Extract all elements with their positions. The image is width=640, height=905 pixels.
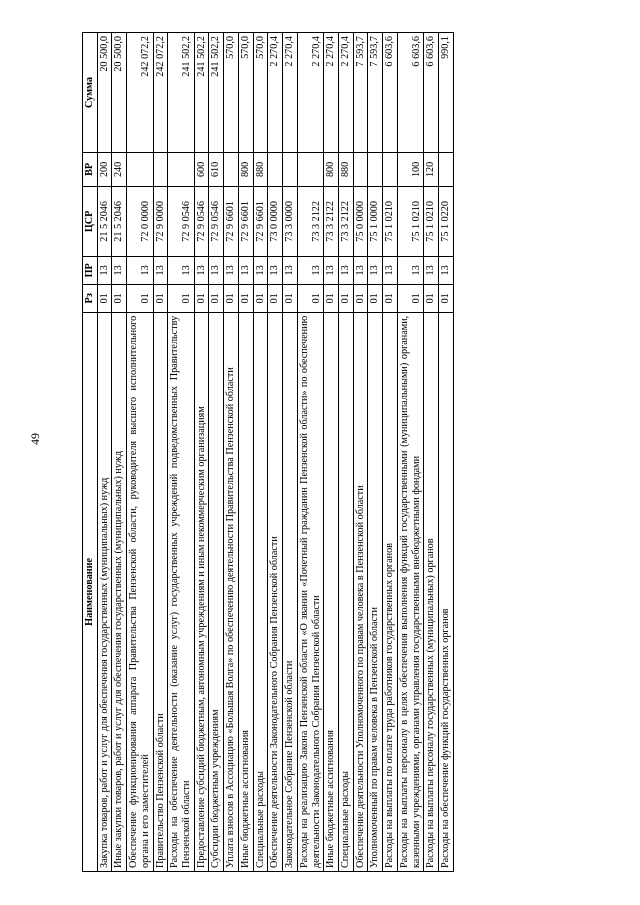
- row-rz: 01: [168, 284, 194, 312]
- row-name: Обеспечение деятельности Уполномоченного по правам человека в Пензенской области: [353, 312, 368, 871]
- row-csr: 75 0 0000: [353, 186, 368, 256]
- row-name: Предоставление субсидий бюджетным, автономным учреждениям и иным некоммерческим организациям: [194, 312, 209, 871]
- table-row: [283, 33, 298, 872]
- budget-table: [82, 32, 454, 872]
- row-sum: 6 603,6: [424, 33, 439, 153]
- table-row: [353, 33, 368, 872]
- table-row: [368, 33, 383, 872]
- row-csr: 75 1 0210: [424, 186, 439, 256]
- row-pr: 13: [368, 256, 383, 284]
- header-pr: ПР: [83, 256, 98, 284]
- row-csr: 73 3 2122: [324, 186, 339, 256]
- table-row: [194, 33, 209, 872]
- row-rz: 01: [353, 284, 368, 312]
- row-name: Расходы на обеспечение функций государственных органов: [438, 312, 453, 871]
- header-csr: ЦСР: [83, 186, 98, 256]
- row-vr: [297, 152, 323, 186]
- row-sum: 6 603,6: [383, 33, 398, 153]
- row-vr: 800: [324, 152, 339, 186]
- row-rz: 01: [438, 284, 453, 312]
- table-row: [112, 33, 127, 872]
- row-name: Иные бюджетные ассигнования: [324, 312, 339, 871]
- row-vr: [283, 152, 298, 186]
- table-row: [324, 33, 339, 872]
- row-sum: 20 500,0: [112, 33, 127, 153]
- row-pr: 13: [297, 256, 323, 284]
- table-row: [397, 33, 423, 872]
- row-csr: 75 1 0210: [383, 186, 398, 256]
- row-sum: 2 270,4: [268, 33, 283, 153]
- table-row: [383, 33, 398, 872]
- row-rz: 01: [194, 284, 209, 312]
- row-sum: 6 603,6: [397, 33, 423, 153]
- row-sum: 570,0: [253, 33, 268, 153]
- row-name: Иные закупки товаров, работ и услуг для обеспечения государственных (муниципальных) нужд: [112, 312, 127, 871]
- row-name: Специальные расходы: [338, 312, 353, 871]
- row-pr: 13: [97, 256, 112, 284]
- row-rz: 01: [424, 284, 439, 312]
- row-csr: 72 9 6601: [224, 186, 239, 256]
- row-rz: 01: [324, 284, 339, 312]
- row-vr: 880: [253, 152, 268, 186]
- row-vr: [127, 152, 153, 186]
- table-row: [153, 33, 168, 872]
- row-rz: 01: [127, 284, 153, 312]
- header-sum: Сумма: [83, 33, 98, 153]
- row-name: Обеспечение деятельности Законодательного Собрания Пензенской области: [268, 312, 283, 871]
- table-row: [168, 33, 194, 872]
- row-name: Уполномоченный по правам человека в Пензенской области: [368, 312, 383, 871]
- row-sum: 2 270,4: [283, 33, 298, 153]
- row-rz: 01: [368, 284, 383, 312]
- row-sum: 242 072,2: [153, 33, 168, 153]
- row-vr: 120: [424, 152, 439, 186]
- table-row: [127, 33, 153, 872]
- row-name: Обеспечение функционирования аппарата Правительства Пензенской области, руководителя высшего исполнительного органа и его заместителей: [127, 312, 153, 871]
- table-row: [97, 33, 112, 872]
- row-csr: 72 9 0546: [194, 186, 209, 256]
- row-csr: 21 5 2046: [97, 186, 112, 256]
- page-number: 49: [28, 433, 42, 445]
- row-pr: 13: [127, 256, 153, 284]
- table-row: [209, 33, 224, 872]
- row-vr: 200: [97, 152, 112, 186]
- row-csr: 21 5 2046: [112, 186, 127, 256]
- row-pr: 13: [383, 256, 398, 284]
- row-pr: 13: [353, 256, 368, 284]
- row-name: Правительство Пензенской области: [153, 312, 168, 871]
- row-csr: 73 3 0000: [283, 186, 298, 256]
- row-csr: 75 1 0220: [438, 186, 453, 256]
- row-rz: 01: [268, 284, 283, 312]
- row-sum: 990,1: [438, 33, 453, 153]
- row-sum: 570,0: [238, 33, 253, 153]
- table-row: [224, 33, 239, 872]
- table-row: [268, 33, 283, 872]
- row-name: Расходы на выплаты персоналу государственных (муниципальных) органов: [424, 312, 439, 871]
- row-sum: 2 270,4: [297, 33, 323, 153]
- row-vr: [224, 152, 239, 186]
- row-csr: 72 9 0000: [153, 186, 168, 256]
- row-rz: 01: [383, 284, 398, 312]
- row-pr: 13: [224, 256, 239, 284]
- row-pr: 13: [268, 256, 283, 284]
- row-rz: 01: [253, 284, 268, 312]
- row-sum: 2 270,4: [324, 33, 339, 153]
- row-pr: 13: [238, 256, 253, 284]
- row-name: Законодательное Собрание Пензенской области: [283, 312, 298, 871]
- header-row: [83, 33, 98, 872]
- row-sum: 241 502,2: [194, 33, 209, 153]
- row-rz: 01: [97, 284, 112, 312]
- row-name: Иные бюджетные ассигнования: [238, 312, 253, 871]
- table-row: [338, 33, 353, 872]
- row-csr: 73 0 0000: [268, 186, 283, 256]
- row-rz: 01: [297, 284, 323, 312]
- row-pr: 13: [397, 256, 423, 284]
- row-vr: 880: [338, 152, 353, 186]
- row-vr: [168, 152, 194, 186]
- row-rz: 01: [238, 284, 253, 312]
- row-name: Расходы на выплаты по оплате труда работников государственных органов: [383, 312, 398, 871]
- row-pr: 13: [168, 256, 194, 284]
- row-pr: 13: [112, 256, 127, 284]
- row-rz: 01: [153, 284, 168, 312]
- row-sum: 570,0: [224, 33, 239, 153]
- row-rz: 01: [209, 284, 224, 312]
- row-name: Расходы на реализацию Закона Пензенской области «О звании «Почетный гражданин Пензенской области» по обеспечению деятельности Законодательного Собрания Пензенской области: [297, 312, 323, 871]
- row-pr: 13: [253, 256, 268, 284]
- header-vr: ВР: [83, 152, 98, 186]
- row-sum: 20 500,0: [97, 33, 112, 153]
- row-pr: 13: [153, 256, 168, 284]
- row-rz: 01: [224, 284, 239, 312]
- row-pr: 13: [438, 256, 453, 284]
- row-vr: [383, 152, 398, 186]
- row-pr: 13: [194, 256, 209, 284]
- row-vr: 100: [397, 152, 423, 186]
- row-vr: 800: [238, 152, 253, 186]
- row-rz: 01: [112, 284, 127, 312]
- row-sum: 241 502,2: [209, 33, 224, 153]
- row-pr: 13: [424, 256, 439, 284]
- rotated-page: [82, 32, 454, 872]
- row-vr: [153, 152, 168, 186]
- row-name: Расходы на выплаты персоналу в целях обеспечения выполнения функций государственными (муниципальными) органами, казенными учреждениями, органами управления государственными внебюджетными фондами: [397, 312, 423, 871]
- row-vr: 610: [209, 152, 224, 186]
- row-csr: 72 9 6601: [238, 186, 253, 256]
- header-rz: Рз: [83, 284, 98, 312]
- row-pr: 13: [338, 256, 353, 284]
- row-vr: [368, 152, 383, 186]
- row-vr: [438, 152, 453, 186]
- row-vr: [353, 152, 368, 186]
- row-sum: 2 270,4: [338, 33, 353, 153]
- row-sum: 7 593,7: [353, 33, 368, 153]
- row-sum: 241 502,2: [168, 33, 194, 153]
- row-name: Закупка товаров, работ и услуг для обеспечения государственных (муниципальных) нужд: [97, 312, 112, 871]
- row-vr: 240: [112, 152, 127, 186]
- row-name: Уплата взносов в Ассоциацию «Большая Волга» по обеспечению деятельности Правительства Пензенской области: [224, 312, 239, 871]
- row-csr: 75 1 0210: [397, 186, 423, 256]
- row-csr: 72 9 6601: [253, 186, 268, 256]
- row-sum: 7 593,7: [368, 33, 383, 153]
- table-row: [424, 33, 439, 872]
- row-csr: 72 9 0546: [209, 186, 224, 256]
- row-csr: 73 3 2122: [338, 186, 353, 256]
- row-csr: 72 0 0000: [127, 186, 153, 256]
- row-name: Расходы на обеспечение деятельности (оказание услуг) государственных учреждений подведомственных Правительству Пензенской области: [168, 312, 194, 871]
- row-csr: 75 1 0000: [368, 186, 383, 256]
- row-vr: [268, 152, 283, 186]
- row-pr: 13: [283, 256, 298, 284]
- row-rz: 01: [397, 284, 423, 312]
- header-name: Наименование: [83, 312, 98, 871]
- table-row: [238, 33, 253, 872]
- table-row: [253, 33, 268, 872]
- row-pr: 13: [324, 256, 339, 284]
- row-rz: 01: [283, 284, 298, 312]
- row-name: Специальные расходы: [253, 312, 268, 871]
- row-name: Субсидии бюджетным учреждениям: [209, 312, 224, 871]
- table-row: [438, 33, 453, 872]
- row-sum: 242 072,2: [127, 33, 153, 153]
- row-csr: 73 3 2122: [297, 186, 323, 256]
- row-pr: 13: [209, 256, 224, 284]
- row-rz: 01: [338, 284, 353, 312]
- row-vr: 600: [194, 152, 209, 186]
- table-row: [297, 33, 323, 872]
- row-csr: 72 9 0546: [168, 186, 194, 256]
